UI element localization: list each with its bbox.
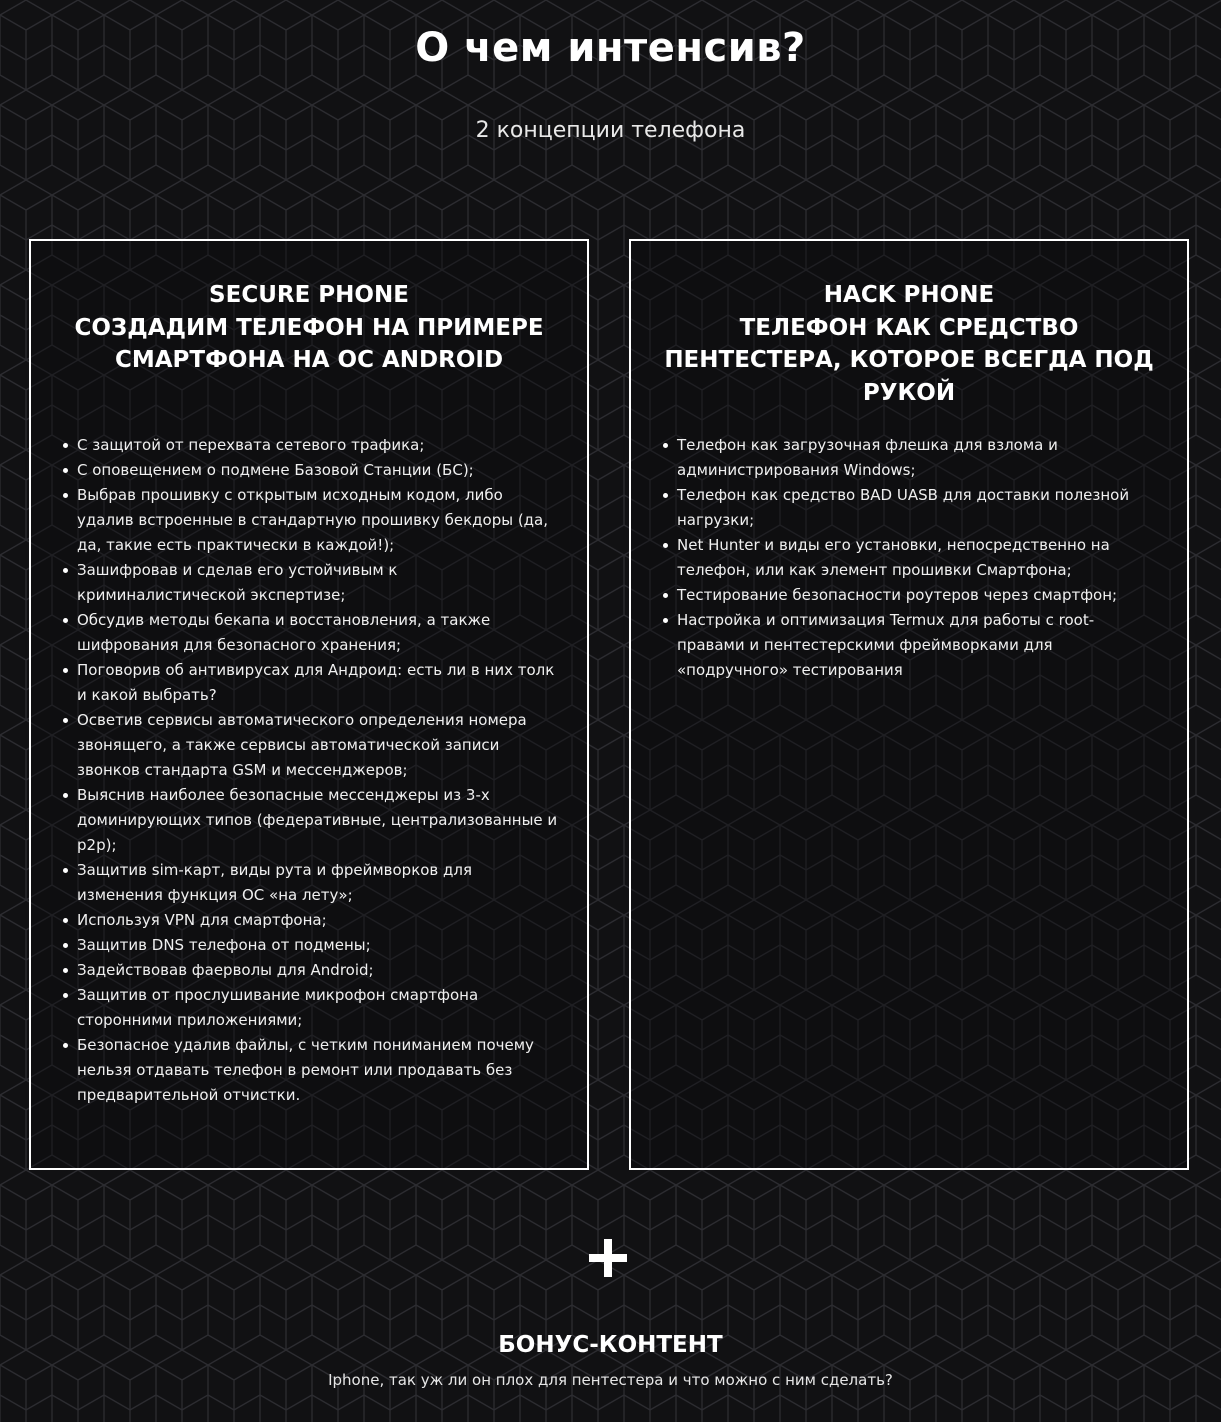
list-item: Выбрав прошивку с открытым исходным кодом, либо удалив встроенные в стандартную прошивку бекдоры (да, да, такие есть практически в каждой!); — [63, 483, 561, 558]
list-item: С защитой от перехвата сетевого трафика; — [63, 433, 561, 458]
card-secure-phone — [29, 239, 589, 1170]
card-feature-list — [63, 433, 561, 1108]
bonus-title: БОНУС-КОНТЕНТ — [498, 1332, 723, 1358]
list-item: Телефон как средство BAD UASB для доставки полезной нагрузки; — [663, 483, 1161, 533]
list-item: С оповещением о подмене Базовой Станции (БС); — [63, 458, 561, 483]
list-item: Защитив DNS телефона от подмены; — [63, 933, 561, 958]
card-title-line2: СОЗДАДИМ ТЕЛЕФОН НА ПРИМЕРЕ СМАРТФОНА НА ОС ANDROID — [74, 314, 544, 373]
card-hack-phone — [629, 239, 1189, 1170]
list-item: Выяснив наиболее безопасные мессенджеры из 3-х доминирующих типов (федеративные, централизованные и p2p); — [63, 783, 561, 858]
card-title-line1: HACK PHONE — [823, 282, 995, 308]
card-title — [661, 279, 1157, 409]
list-item: Задействовав фаерволы для Android; — [63, 958, 561, 983]
list-item: Тестирование безопасности роутеров через смартфон; — [663, 583, 1161, 608]
list-item: Защитив sim-карт, виды рута и фреймворков для изменения функция ОС «на лету»; — [63, 858, 561, 908]
page-title: О чем интенсив? — [415, 25, 806, 71]
list-item: Поговорив об антивирусах для Андроид: есть ли в них толк и какой выбрать? — [63, 658, 561, 708]
card-feature-list — [663, 433, 1161, 683]
plus-icon — [589, 1238, 629, 1278]
list-item: Зашифровав и сделав его устойчивым к криминалистической экспертизе; — [63, 558, 561, 608]
card-title-line1: SECURE PHONE — [209, 282, 409, 308]
card-title-line2: ТЕЛЕФОН КАК СРЕДСТВО ПЕНТЕСТЕРА, КОТОРОЕ ВСЕГДА ПОД РУКОЙ — [664, 314, 1154, 406]
list-item: Защитив от прослушивание микрофон смартфона сторонними приложениями; — [63, 983, 561, 1033]
list-item: Осветив сервисы автоматического определения номера звонящего, а также сервисы автоматической записи звонков стандарта GSM и мессенджеров; — [63, 708, 561, 783]
list-item: Обсудив методы бекапа и восстановления, а также шифрования для безопасного хранения; — [63, 608, 561, 658]
list-item: Настройка и оптимизация Termux для работы с root-правами и пентестерскими фреймворками для «подручного» тестирования — [663, 608, 1161, 683]
list-item: Net Hunter и виды его установки, непосредственно на телефон, или как элемент прошивки Смартфона; — [663, 533, 1161, 583]
list-item: Используя VPN для смартфона; — [63, 908, 561, 933]
list-item: Безопасное удалив файлы, с четким пониманием почему нельзя отдавать телефон в ремонт или продавать без предварительной отчистки. — [63, 1033, 561, 1108]
list-item: Телефон как загрузочная флешка для взлома и администрирования Windows; — [663, 433, 1161, 483]
page-subtitle: 2 концепции телефона — [475, 118, 746, 143]
card-title — [61, 279, 557, 377]
bonus-text: Iphone, так уж ли он плох для пентестера и что можно с ним сделать? — [328, 1371, 893, 1389]
